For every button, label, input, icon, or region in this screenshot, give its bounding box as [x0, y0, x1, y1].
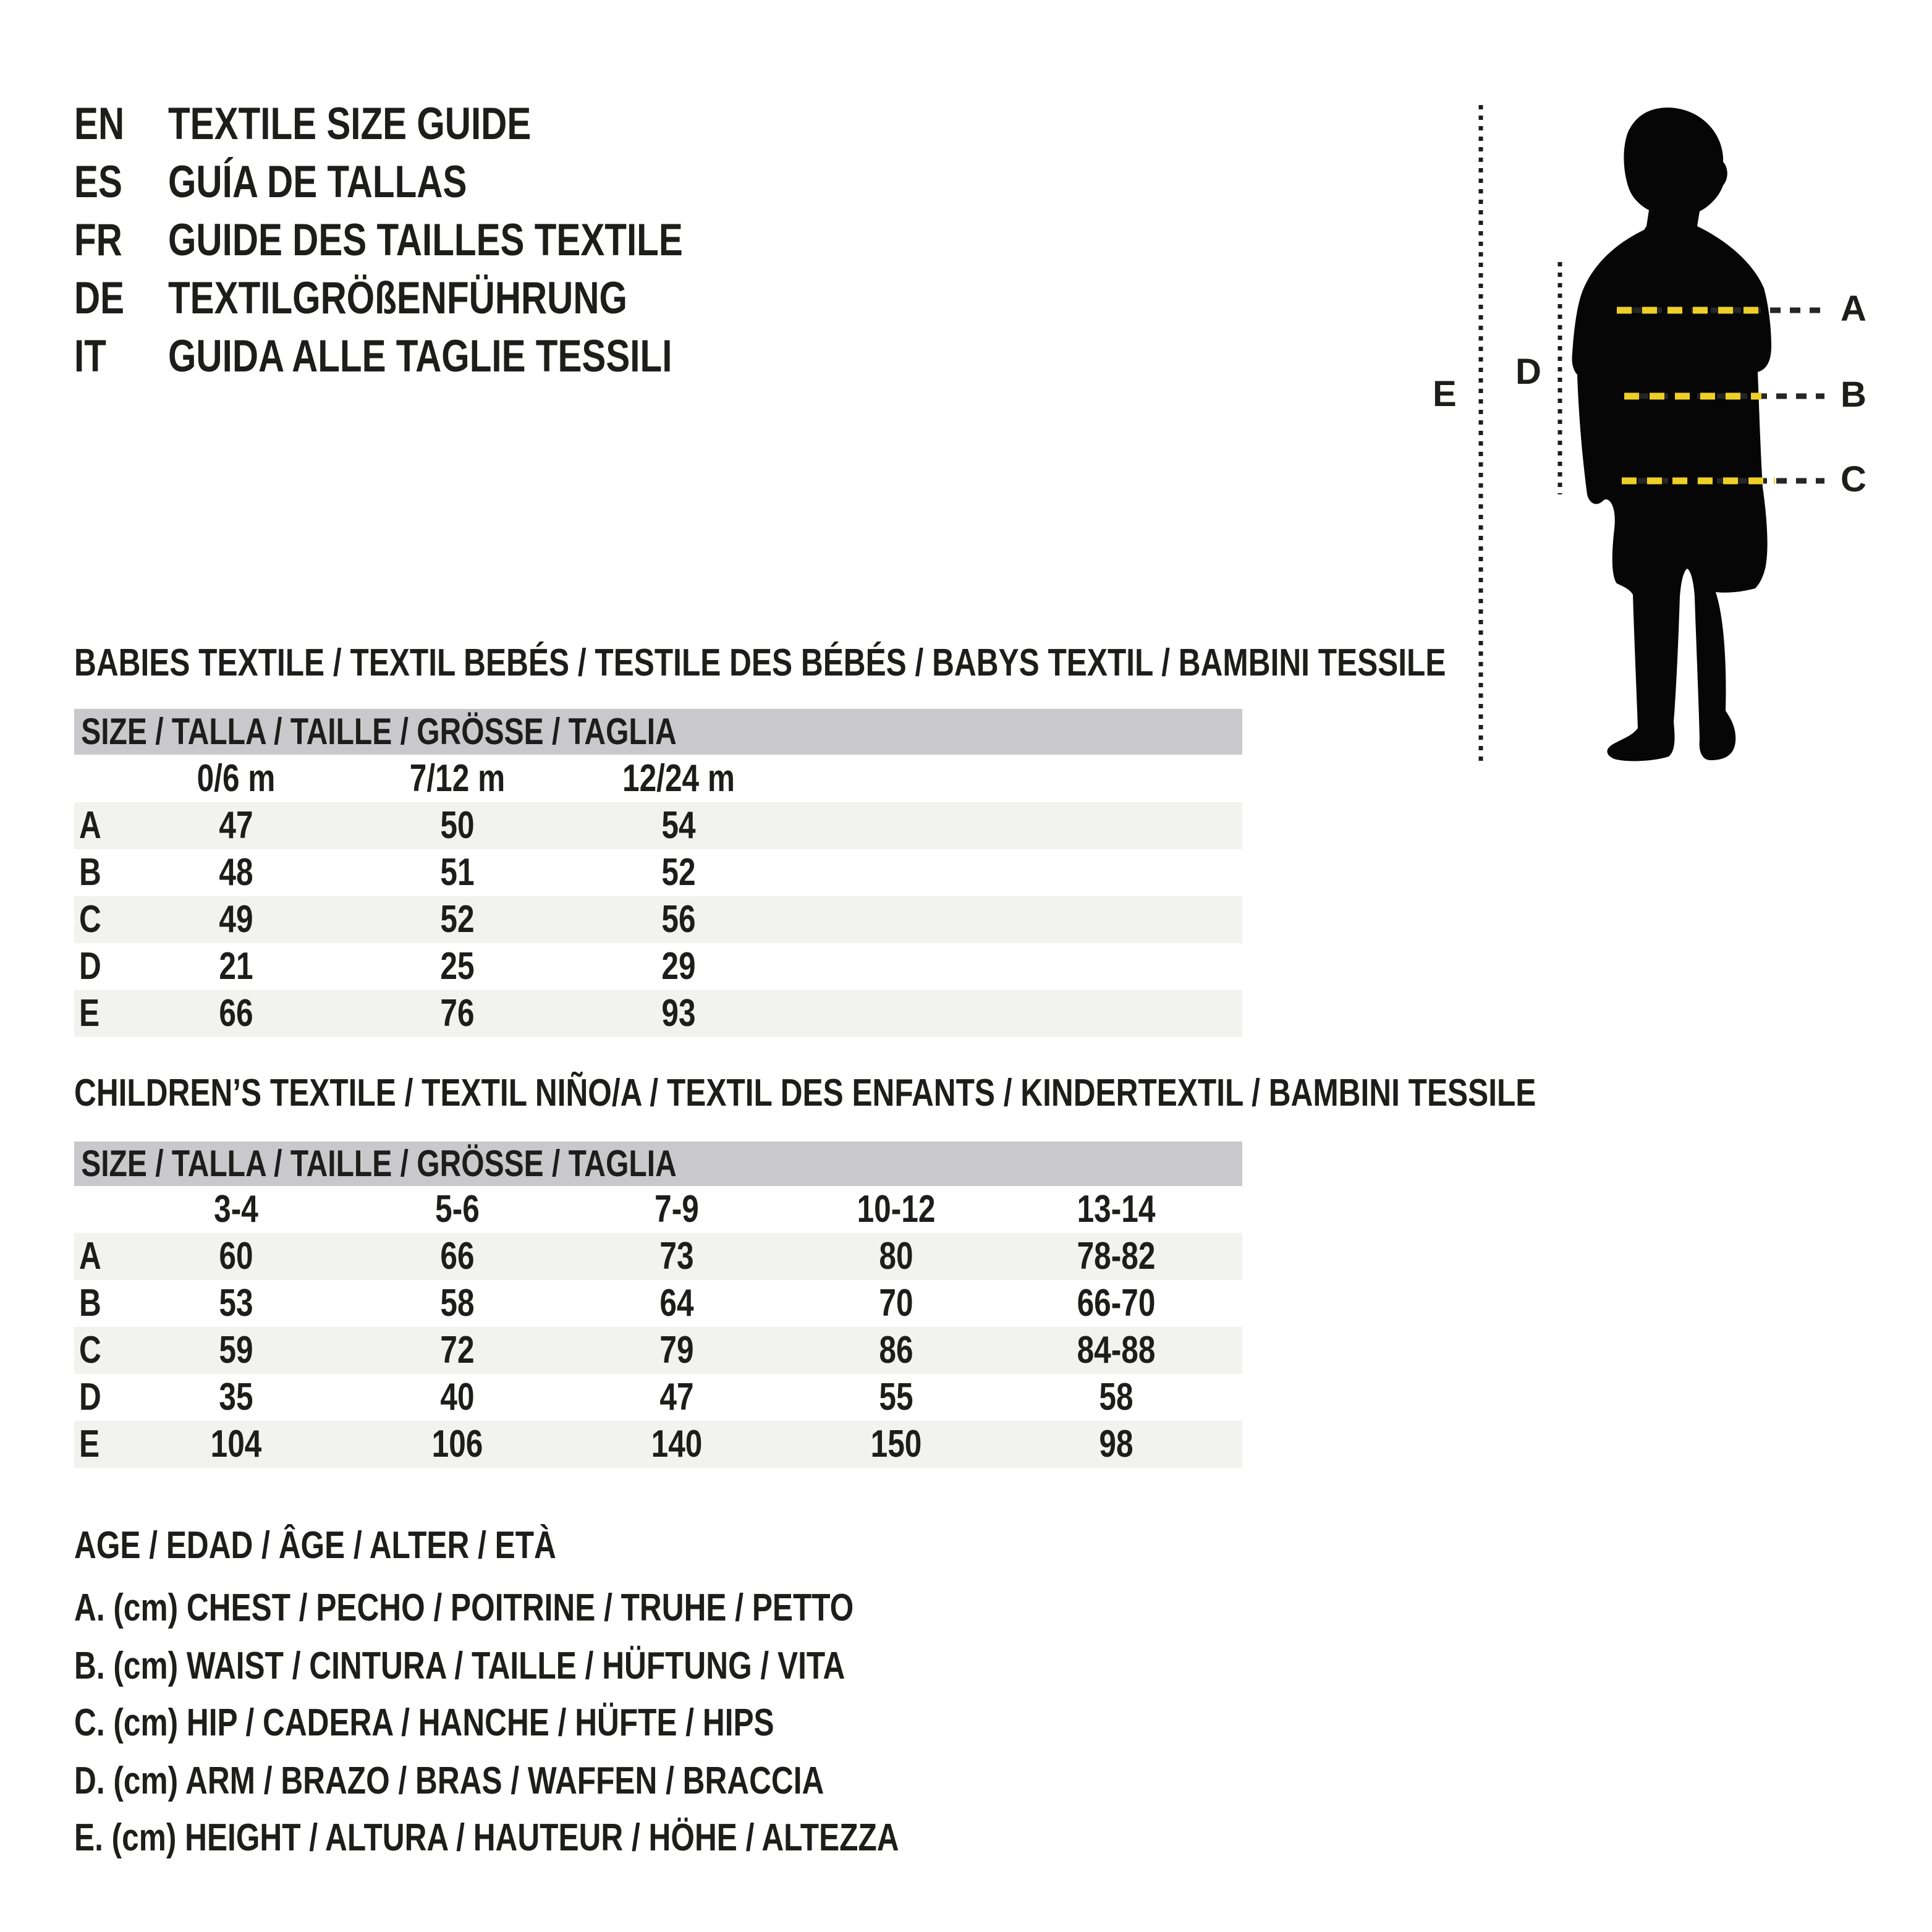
table-row [74, 802, 1242, 849]
language-code: ES [74, 157, 122, 207]
table-row [74, 1233, 1242, 1280]
row-label: C [79, 898, 101, 941]
column-header: 13-14 [1077, 1188, 1156, 1231]
column-header: 5-6 [435, 1188, 480, 1231]
table-cell: 52 [661, 851, 696, 894]
legend-line-hip: C. (cm) HIP / CADERA / HANCHE / HÜFTE / HIPS [74, 1701, 774, 1744]
table-row [74, 1374, 1242, 1421]
table-cell: 72 [440, 1329, 475, 1371]
table-cell: 70 [879, 1282, 913, 1324]
table-cell: 50 [440, 804, 475, 847]
table-cell: 66 [219, 992, 253, 1035]
table-cell: 59 [219, 1329, 253, 1371]
children-table [74, 1142, 1242, 1468]
table-cell: 35 [219, 1376, 253, 1418]
language-row-fr [74, 215, 683, 265]
table-cell: 29 [661, 945, 696, 988]
table-cell: 64 [659, 1282, 694, 1324]
legend-line-waist: B. (cm) WAIST / CINTURA / TAILLE / HÜFTUNG / VITA [74, 1645, 845, 1687]
legend-line-arm: D. (cm) ARM / BRAZO / BRAS / WAFFEN / BRACCIA [74, 1760, 824, 1802]
table-cell: 78-82 [1077, 1235, 1156, 1277]
babies-column-headers [74, 755, 1242, 802]
row-label: B [79, 1282, 101, 1324]
table-cell: 76 [440, 992, 475, 1035]
figure-label-waist-b: B [1841, 375, 1866, 415]
row-label: B [79, 851, 101, 894]
row-label: D [79, 1376, 101, 1418]
table-row [74, 1280, 1242, 1327]
figure-label-arm-d: D [1515, 352, 1541, 392]
table-cell: 86 [879, 1329, 913, 1371]
row-label: E [79, 992, 100, 1035]
table-cell: 56 [661, 898, 696, 941]
table-cell: 51 [440, 851, 475, 894]
row-label: C [79, 1329, 101, 1371]
language-row-en [74, 99, 532, 149]
table-cell: 25 [440, 945, 475, 988]
child-silhouette [1572, 108, 1771, 761]
children-section-title: CHILDREN’S TEXTILE / TEXTIL NIÑO/A / TEXTIL DES ENFANTS / KINDERTEXTIL / BAMBINI TESSILE [74, 1072, 1536, 1114]
table-cell: 84-88 [1077, 1329, 1156, 1371]
language-title: TEXTILGRÖßENFÜHRUNG [168, 273, 627, 323]
children-size-header-bar [74, 1142, 1242, 1186]
table-cell: 66-70 [1077, 1282, 1156, 1324]
language-title: GUIDE DES TAILLES TEXTILE [168, 215, 683, 265]
table-row [74, 896, 1242, 943]
table-cell: 106 [431, 1423, 483, 1465]
column-header: 3-4 [214, 1188, 258, 1231]
language-row-it [74, 331, 672, 381]
language-code: FR [74, 215, 122, 265]
language-row-es [74, 159, 467, 205]
table-cell: 104 [210, 1423, 262, 1465]
figure-label-hip-c: C [1841, 459, 1866, 499]
table-cell: 47 [659, 1376, 694, 1418]
babies-size-header-bar [74, 709, 1242, 755]
language-code: EN [74, 99, 125, 149]
language-title: GUÍA DE TALLAS [168, 157, 467, 207]
table-cell: 58 [1099, 1376, 1133, 1418]
table-row [74, 1327, 1242, 1374]
size-header-label: SIZE / TALLA / TAILLE / GRÖSSE / TAGLIA [81, 711, 677, 752]
legend-line-height: E. (cm) HEIGHT / ALTURA / HAUTEUR / HÖHE / ALTEZZA [74, 1816, 899, 1859]
column-header: 10-12 [857, 1188, 936, 1231]
table-row [74, 990, 1242, 1037]
language-code: IT [74, 331, 106, 381]
table-cell: 58 [440, 1282, 475, 1324]
size-header-label: SIZE / TALLA / TAILLE / GRÖSSE / TAGLIA [81, 1143, 677, 1184]
figure-label-height-e: E [1433, 374, 1457, 414]
table-cell: 140 [651, 1423, 703, 1465]
table-cell: 49 [219, 898, 253, 941]
column-header: 7/12 m [409, 756, 506, 800]
row-label: A [79, 804, 101, 847]
table-cell: 80 [879, 1235, 913, 1277]
column-header: 0/6 m [197, 756, 276, 800]
table-cell: 21 [219, 945, 253, 988]
table-cell: 60 [219, 1235, 253, 1277]
babies-table [74, 709, 1242, 1042]
figure-label-chest-a: A [1841, 289, 1866, 329]
table-cell: 55 [879, 1376, 913, 1418]
column-header: 12/24 m [622, 756, 735, 800]
language-title: GUIDA ALLE TAGLIE TESSILI [168, 331, 672, 381]
table-cell: 93 [661, 992, 696, 1035]
babies-section-title: BABIES TEXTILE / TEXTIL BEBÉS / TESTILE DES BÉBÉS / BABYS TEXTIL / BAMBINI TESSILE [74, 642, 1446, 684]
table-cell: 54 [661, 804, 696, 847]
table-cell: 53 [219, 1282, 253, 1324]
table-cell: 73 [659, 1235, 694, 1277]
table-cell: 98 [1099, 1423, 1133, 1465]
table-cell: 66 [440, 1235, 475, 1277]
table-row [74, 943, 1242, 990]
table-cell: 40 [440, 1376, 475, 1418]
children-column-headers [74, 1186, 1242, 1233]
table-row [74, 1421, 1242, 1468]
column-header: 7-9 [655, 1188, 699, 1231]
legend-line-chest: A. (cm) CHEST / PECHO / POITRINE / TRUHE / PETTO [74, 1587, 854, 1629]
table-cell: 79 [659, 1329, 694, 1371]
legend-line-age: AGE / EDAD / ÂGE / ALTER / ETÀ [74, 1524, 556, 1567]
language-row-de [74, 273, 627, 323]
table-cell: 47 [219, 804, 253, 847]
row-label: E [79, 1423, 100, 1465]
language-code: DE [74, 273, 125, 323]
table-row [74, 849, 1242, 896]
table-cell: 48 [219, 851, 253, 894]
table-cell: 150 [870, 1423, 922, 1465]
language-title: TEXTILE SIZE GUIDE [168, 99, 532, 149]
row-label: A [79, 1235, 101, 1277]
row-label: D [79, 945, 101, 988]
table-cell: 52 [440, 898, 475, 941]
